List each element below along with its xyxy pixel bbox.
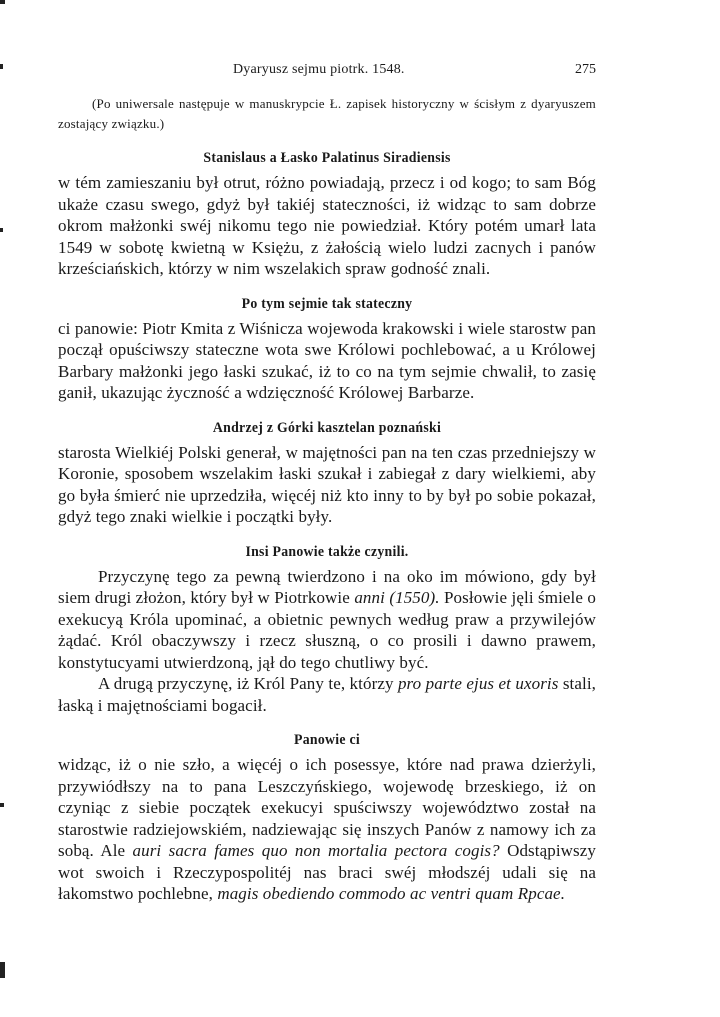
document-body [58, 148, 596, 905]
latin-phrase: pro parte ejus et uxoris [397, 674, 559, 693]
section-heading: Panowie ci [293, 732, 361, 748]
latin-phrase: magis obediendo commodo ac ventri quam Rpcae. [217, 884, 566, 903]
scan-margin-mark [0, 962, 5, 978]
section-heading: Insi Panowie także czynili. [245, 543, 409, 560]
document-page [58, 60, 596, 905]
text-run: Odstąpiwszy wot swoich i Rzeczypospolitéj nas braci swéj młodszéj udali się na łakomstwo pochlebne, [58, 841, 596, 903]
paragraph: ci panowie: Piotr Kmita z Wiśnicza wojewoda krakowski i wiele starostw pan począł opuściwszy stateczne wota swe Królowi pochlebować, a u Królowej Barbary małżonki jego łaski szukać, iż to co na tym sejmie chwalił, to zasię ganił, ukazując życzność a wdzięczność Królowej Barbarze. [58, 318, 596, 402]
paragraph: starosta Wielkiéj Polski generał, w majętności pan na ten czas przedniejszy w Koronie, sposobem wszelakim łaski szukał i zabiegał z dary wielkiemi, aby go była śmierć nie uprzedziła, więcéj niż kto inny to by był po sobie pokazał, gdyż tego znaki wielkie i początki były. [58, 442, 596, 526]
latin-phrase: auri sacra fames quo non mortalia pectora cogis? [132, 841, 500, 860]
paragraph [58, 754, 596, 905]
text-run: A drugą przyczynę, iż Król Pany te, którzy [98, 674, 398, 693]
page-number: 275 [575, 62, 596, 77]
section-heading: Po tym sejmie tak stateczny [241, 295, 413, 312]
editorial-note: (Po uniwersale następuje w manuskrypcie Ł. zapisek historyczny w ścisłym z dyaryuszem zostający związku.) [58, 96, 596, 131]
scan-margin-mark [0, 0, 5, 4]
text-run: widząc, iż o nie szło, a więcéj o ich posessye, które nad prawa dzierżyli, przywiódłszy na to pana Leszczyńskiego, wojewodę brzeskiego, iż on czyniąc z siebie początek exekucyi spuściwszy województwo został na starostwie radziejowskiém, nadziewając się inszych Panów z namowy ich za sobą. Ale [58, 755, 596, 860]
latin-phrase: anni (1550). [354, 588, 440, 607]
scan-margin-mark [0, 64, 3, 69]
paragraph [58, 566, 596, 674]
text-run: stali, łaską i majętnościami bogacił. [58, 674, 597, 715]
paragraph [58, 673, 596, 716]
scan-margin-mark [0, 228, 3, 232]
text-run: Przyczynę tego za pewną twierdzono i na oko im mówiono, gdy był siem drugi złożon, który był w Piotrkowie [58, 566, 596, 607]
scan-margin-mark [0, 803, 4, 807]
running-head [58, 60, 596, 84]
running-head-title: Dyaryusz sejmu piotrk. 1548. [233, 62, 405, 77]
paragraph: w tém zamieszaniu był otrut, różno powiadają, przecz i od kogo; to sam Bóg ukaże czasu swego, gdyż był takiéj stateczności, iż widząc to sam dobrze okrom małżonki swéj nikomu tego nie powiedział. Który potém umarł lata 1549 w sobotę kwietną w Księżu, z żałością wielo ludzi zacnych i panów krześciańskich, którzy w nim wszelakich spraw godność znali. [58, 173, 596, 278]
text-run: Posłowie jęli śmiele o exekucyą Króla upominać, a obietnic pewnych według praw a przywilejów żądać. Król obaczywszy i rzecz słuszną, o co prosili i dawno prawem, konstytucyami utwierdzoną, jął do tego chutliwy być. [58, 588, 597, 672]
section-heading: Stanislaus a Łasko Palatinus Siradiensis [203, 150, 451, 166]
section-heading: Andrzej z Górki kasztelan poznański [212, 419, 442, 436]
